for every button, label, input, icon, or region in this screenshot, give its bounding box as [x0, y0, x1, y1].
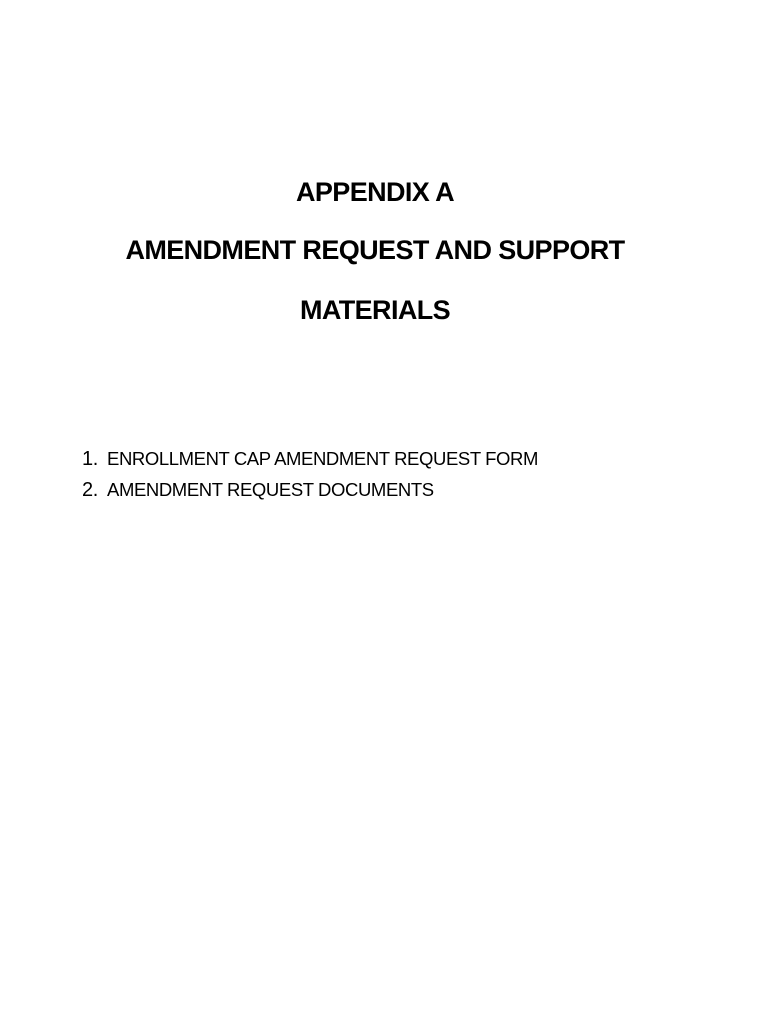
list-item-number: 2. — [82, 479, 98, 501]
appendix-subtitle-line-2: MATERIALS — [299, 295, 451, 325]
list-item — [82, 448, 538, 479]
appendix-title: APPENDIX A — [295, 177, 455, 207]
list-item-text: ENROLLMENT CAP AMENDMENT REQUEST FORM — [107, 448, 538, 469]
appendix-subtitle-line-1: AMENDMENT REQUEST AND SUPPORT — [125, 235, 625, 265]
list-item-text: AMENDMENT REQUEST DOCUMENTS — [107, 479, 434, 500]
materials-list — [82, 448, 538, 510]
list-item — [82, 479, 538, 510]
list-item-number: 1. — [82, 448, 98, 470]
